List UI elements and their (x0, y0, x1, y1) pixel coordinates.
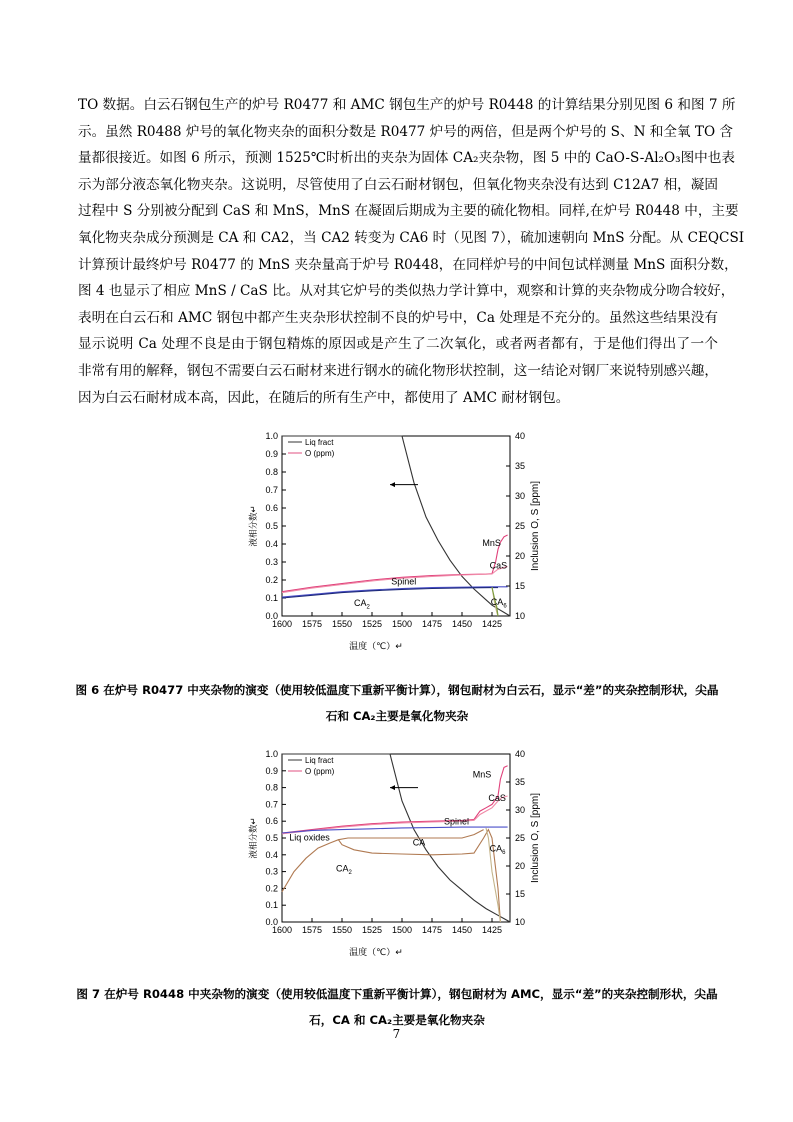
fig7-x-tick-label: 1575 (301, 925, 323, 935)
fig7-y-tick-label: 0.1 (265, 900, 278, 911)
fig7-x-tick-label: 1600 (271, 925, 293, 935)
fig7-y-tick-label: 0.8 (265, 782, 278, 793)
caption-line: 石，CA 和 CA₂主要是氧化物夹杂 (309, 1013, 485, 1027)
text-line: 示。虽然 R0488 炉号的氧化物夹杂的面积分数是 R0477 炉号的两倍，但是两个炉号的 S、N 和全氧 TO 含 (78, 123, 734, 140)
fig6-annotation-ca6: $CA_6$ (490, 597, 507, 610)
caption-line: 石和 CA₂主要是氧化物夹杂 (325, 709, 469, 723)
figure-7 (230, 743, 560, 961)
fig7-y-tick-label: 1.0 (265, 749, 278, 759)
fig7-y-tick-label: 0.0 (265, 917, 278, 927)
fig6-x-tick-label: 1475 (421, 619, 443, 629)
fig6-y-tick-label: 0.8 (265, 467, 278, 477)
fig7-y2-axis-label: Inclusion O, S [ppm] (530, 792, 541, 884)
fig7-y2-tick-label: 40 (515, 749, 526, 759)
fig7-y-tick-label: 0.4 (265, 849, 278, 860)
body-paragraph (78, 92, 745, 411)
text-line: 显示说明 Ca 处理不良是由于钢包精炼的原因或是产生了二次氧化，或者两者都有，于是他们得出了一个 (78, 336, 718, 353)
fig7-x-axis-label: 温度（℃）↵ (349, 948, 403, 958)
fig6-x-tick-label: 1575 (301, 619, 323, 629)
fig6-y2-tick-label: 25 (515, 521, 526, 531)
fig6-y-tick-label: 0.6 (265, 503, 278, 513)
fig7-y-tick-label: 0.5 (265, 833, 278, 843)
fig6-x-tick-label: 1525 (361, 619, 383, 629)
fig7-legend-entry: Liq fract (305, 756, 334, 765)
fig6-y-tick-label: 0.7 (265, 485, 278, 495)
fig7-y2-tick-label: 15 (515, 889, 526, 899)
fig7-y2-tick-label: 35 (515, 777, 526, 787)
figure-7-chart (230, 743, 560, 961)
fig6-x-tick-label: 1500 (391, 619, 413, 629)
fig6-y-tick-label: 1.0 (265, 431, 278, 441)
text-line: 表明在白云石和 AMC 钢包中都产生夹杂形状控制不良的炉号中，Ca 处理是不充分的。虽然这些结果没有 (78, 309, 718, 326)
fig7-legend-entry: O (ppm) (305, 767, 335, 776)
fig6-y2-tick-label: 10 (515, 611, 526, 621)
text-line: 非常有用的解释，钢包不需要白云石耐材来进行钢水的硫化物形状控制，这一结论对钢厂来说特别感兴趣， (78, 362, 718, 379)
figure-7-caption (74, 981, 720, 1033)
page-number: 7 (392, 1027, 401, 1041)
fig7-x-tick-label: 1550 (331, 925, 353, 935)
fig7-series-ca2 (338, 830, 483, 840)
text-line: 因为白云石耐材成本高，因此，在随后的所有生产中，都使用了 AMC 耐材钢包。 (78, 389, 570, 406)
text-line: 量都很接近。如图 6 所示，预测 1525℃时析出的夹杂为固体 CA₂夹杂物，图 5 中的 CaO-S-Al₂O₃图中也表 (78, 150, 735, 167)
figure-6-chart (230, 424, 560, 660)
fig7-annotation-ca: CA (412, 837, 426, 848)
fig7-annotation-ca2: $CA_2$ (336, 863, 352, 877)
text-line: 过程中 S 分别被分配到 CaS 和 MnS，MnS 在凝固后期成为主要的硫化物相。同样,在炉号 R0448 中，主要 (78, 203, 739, 220)
fig7-y-tick-label: 0.2 (265, 883, 278, 894)
fig7-y-tick-label: 0.9 (265, 765, 278, 776)
fig6-arrow-head (390, 482, 395, 487)
fig7-y2-tick-label: 10 (515, 917, 526, 927)
fig6-y2-axis-label: Inclusion O, S [ppm] (530, 480, 541, 572)
fig6-y-tick-label: 0.2 (265, 575, 278, 585)
fig7-annotation-ca6: $CA_6$ (489, 843, 506, 856)
fig7-x-tick-label: 1450 (451, 925, 473, 935)
text-line: 示为部分液态氧化物夹杂。这说明，尽管使用了白云石耐材钢包，但氧化物夹杂没有达到 C12A7 相，凝固 (78, 176, 718, 193)
fig7-annotation-mns: MnS (472, 769, 492, 780)
fig6-x-tick-label: 1550 (331, 619, 353, 629)
fig6-y-tick-label: 0.0 (265, 611, 278, 621)
caption-line: 图 7 在炉号 R0448 中夹杂物的演变（使用较低温度下重新平衡计算），钢包耐材为 AMC，显示“差”的夹杂控制形状，尖晶 (76, 987, 718, 1001)
fig7-x-tick-label: 1425 (481, 925, 503, 935)
fig7-series-liq-oxides (282, 830, 500, 922)
fig7-y2-tick-label: 30 (515, 805, 526, 815)
fig6-x-axis-label: 温度（℃）↵ (349, 642, 403, 652)
figure-6 (230, 424, 560, 660)
fig6-y2-tick-label: 15 (515, 581, 526, 591)
fig7-y-tick-label: 0.7 (265, 799, 278, 810)
fig6-legend-entry: O (ppm) (305, 449, 335, 458)
fig7-x-tick-label: 1475 (421, 925, 443, 935)
fig7-series-ca6 (486, 828, 500, 922)
fig7-annotation-spinel: Spinel (444, 816, 470, 827)
fig6-y2-tick-label: 35 (515, 461, 526, 471)
fig7-y2-tick-label: 25 (515, 833, 526, 843)
fig6-y-axis-label: 液相分数↵ (249, 505, 259, 547)
fig7-annotation-cas: CaS (488, 793, 506, 804)
fig7-x-tick-label: 1500 (391, 925, 413, 935)
fig6-y2-tick-label: 20 (515, 551, 526, 561)
fig7-y-tick-label: 0.3 (265, 866, 278, 877)
fig6-annotation-mns: MnS (482, 537, 501, 548)
fig6-y-tick-label: 0.3 (265, 557, 278, 567)
fig7-x-tick-label: 1525 (361, 925, 383, 935)
fig7-y-axis-label: 液相分数↵ (249, 817, 259, 859)
fig6-x-tick-label: 1450 (451, 619, 473, 629)
text-line: 氧化物夹杂成分预测是 CA 和 CA2，当 CA2 转变为 CA6 时（见图 7），硫加速朝向 MnS 分配。从 CEQCSI (78, 229, 745, 246)
fig6-x-tick-label: 1600 (271, 619, 293, 629)
fig6-y-tick-label: 0.1 (265, 593, 278, 603)
fig6-y-tick-label: 0.4 (265, 539, 278, 549)
caption-line: 图 6 在炉号 R0477 中夹杂物的演变（使用较低温度下重新平衡计算），钢包耐材为白云石，显示“差”的夹杂控制形状，尖晶 (75, 683, 719, 697)
figure-6-caption (74, 677, 720, 729)
fig6-legend-entry: Liq fract (305, 438, 334, 447)
fig6-annotation-cas: CaS (489, 560, 508, 571)
fig6-y2-tick-label: 30 (515, 491, 526, 501)
text-line: TO 数据。白云石钢包生产的炉号 R0477 和 AMC 钢包生产的炉号 R0448 的计算结果分别见图 6 和图 7 所 (78, 97, 736, 113)
fig7-annotation-liq-oxides: Liq oxides (289, 832, 330, 843)
fig7-y-tick-label: 0.6 (265, 816, 278, 827)
fig6-y-tick-label: 0.9 (265, 449, 278, 459)
fig6-x-tick-label: 1425 (481, 619, 503, 629)
fig6-y2-tick-label: 40 (515, 431, 526, 441)
fig6-annotation-spinel: Spinel (391, 576, 417, 587)
fig6-annotation-ca2: $CA_2$ (354, 598, 370, 611)
text-line: 计算预计最终炉号 R0477 的 MnS 夹杂量高于炉号 R0448，在同样炉号的中间包试样测量 MnS 面积分数， (78, 256, 738, 273)
text-line: 图 4 也显示了相应 MnS / CaS 比。从对其它炉号的类似热力学计算中，观察和计算的夹杂物成分吻合较好， (78, 283, 735, 300)
fig6-y-tick-label: 0.5 (265, 521, 278, 531)
fig7-arrow-head (390, 785, 395, 790)
fig7-y2-tick-label: 20 (515, 861, 526, 871)
